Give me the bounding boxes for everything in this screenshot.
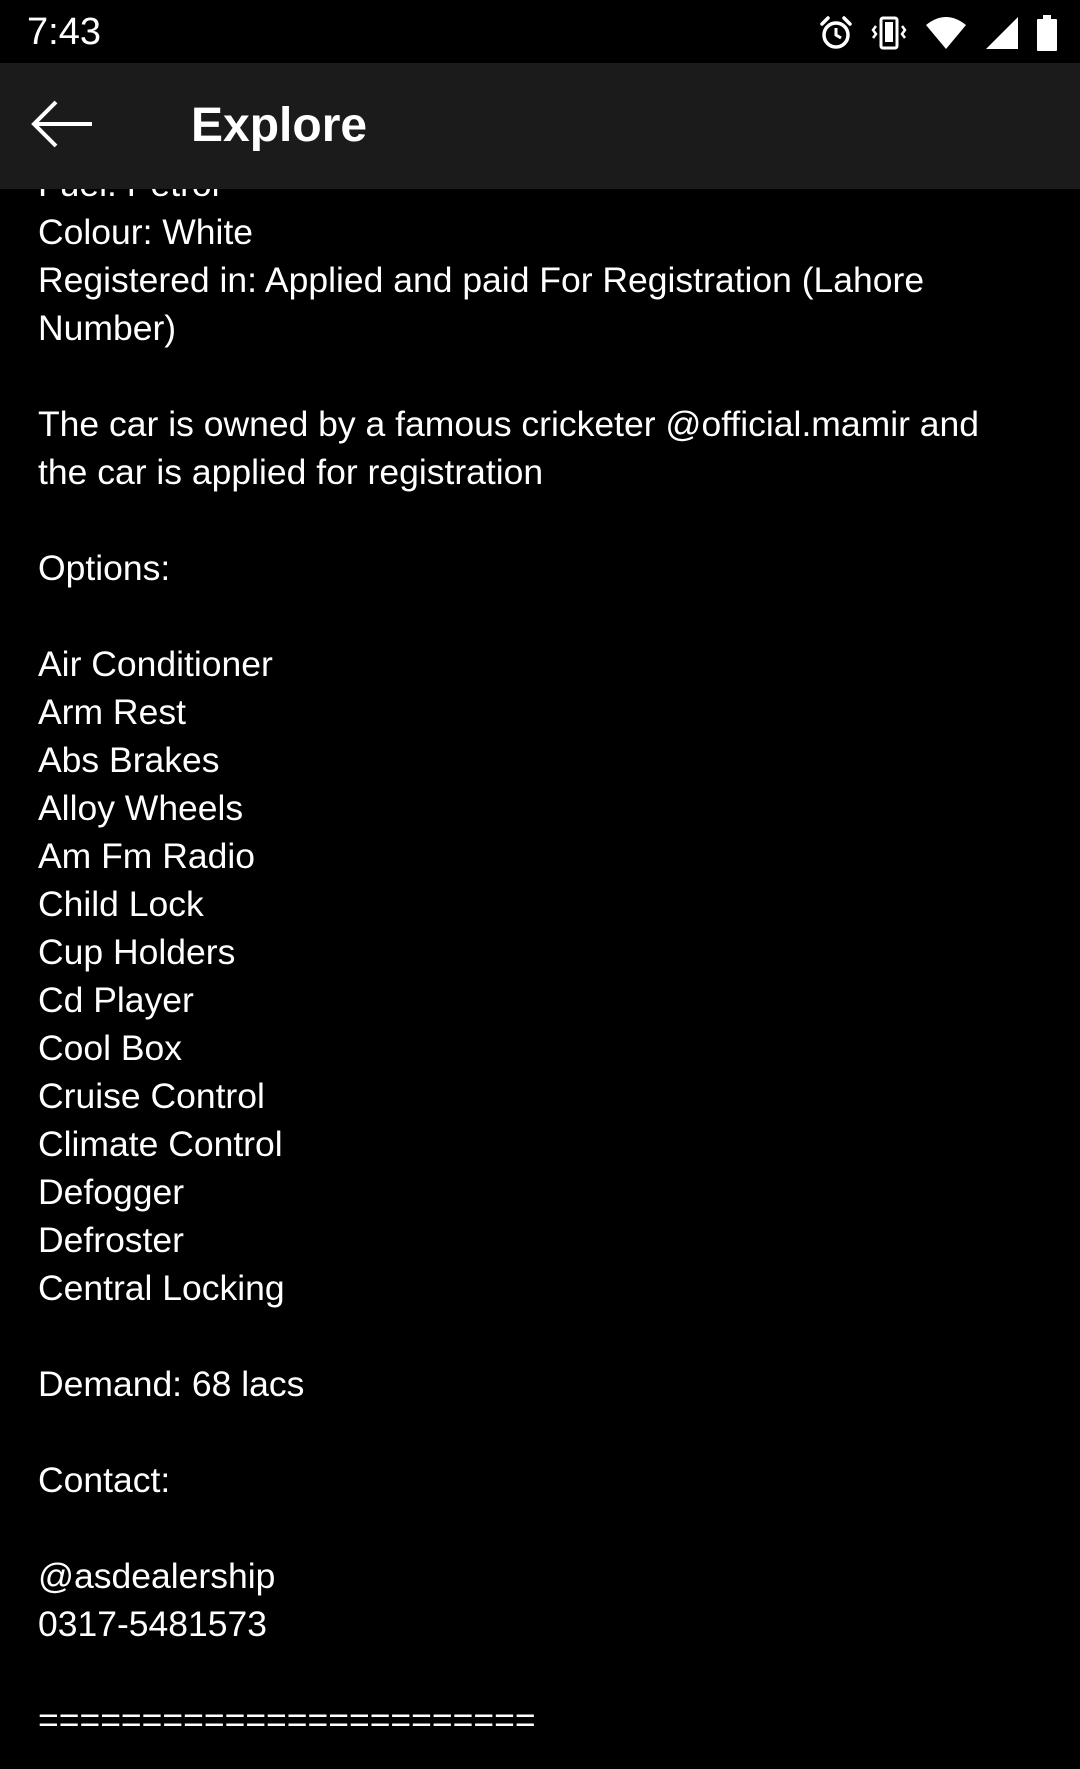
colour-line: Colour: White [38,212,254,252]
battery-icon [1036,14,1058,52]
alarm-icon [818,15,854,51]
contact-heading: Contact: [38,1460,171,1500]
vibrate-icon [870,14,908,52]
contact-phone: 0317-5481573 [38,1604,267,1644]
option-item: Cool Box [38,1028,183,1068]
option-item: Defogger [38,1172,185,1212]
spacer [38,1648,1038,1696]
option-item: Alloy Wheels [38,788,244,828]
option-item: Cup Holders [38,932,236,972]
page-title: Explore [191,99,368,152]
divider-line: ======================== [38,1700,536,1740]
spacer [38,1504,1038,1552]
status-time: 7:43 [27,11,101,53]
app-bar [0,63,1080,189]
option-item: Air Conditioner [38,644,273,684]
option-item: Defroster [38,1220,184,1260]
post-text [38,160,1038,1744]
spacer [38,1312,1038,1360]
registration-line: Registered in: Applied and paid For Registration (Lahore [38,260,925,300]
contact-handle-link[interactable]: @asdealership [38,1556,276,1596]
option-item: Am Fm Radio [38,836,255,876]
options-heading: Options: [38,548,171,588]
spacer [38,592,1038,640]
option-item: Climate Control [38,1124,283,1164]
spacer [38,352,1038,400]
status-icons [818,12,1058,54]
spacer [38,1408,1038,1456]
registration-line-continued: Number) [38,308,177,348]
description-line-continued: the car is applied for registration [38,452,544,492]
arrow-left-icon [30,99,94,154]
option-item: Cd Player [38,980,194,1020]
post-content[interactable] [0,160,1080,1769]
option-item: Child Lock [38,884,204,924]
option-item: Arm Rest [38,692,186,732]
signal-icon [984,15,1020,51]
wifi-icon [924,15,968,51]
description-line: The car is owned by a famous cricketer @official.mamir and [38,404,979,444]
back-button[interactable] [20,86,104,166]
option-item: Cruise Control [38,1076,265,1116]
spacer [38,496,1038,544]
status-bar [0,0,1080,63]
option-item: Abs Brakes [38,740,220,780]
option-item: Central Locking [38,1268,285,1308]
demand-line: Demand: 68 lacs [38,1364,305,1404]
